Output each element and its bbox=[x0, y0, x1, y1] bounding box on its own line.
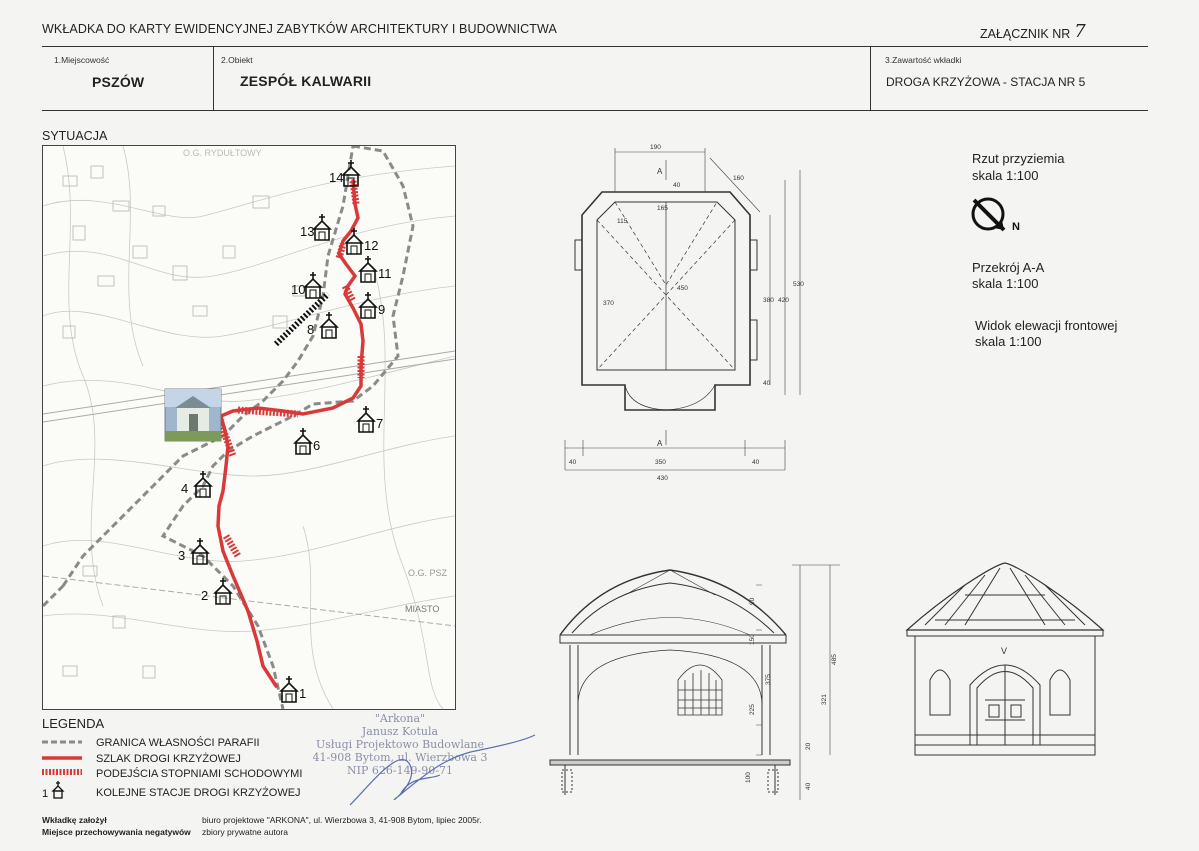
parish-boundary bbox=[43, 146, 413, 709]
stamp-line-4: 41-908 Bytom, ul. Wierzbowa 3 bbox=[312, 751, 488, 764]
station-icon bbox=[358, 406, 374, 432]
dim-375: 375 bbox=[765, 674, 772, 685]
field-divider-1 bbox=[213, 46, 214, 110]
floor-plan bbox=[545, 140, 815, 485]
station-door bbox=[365, 274, 371, 282]
map-roads bbox=[43, 351, 455, 626]
section-drawing bbox=[530, 555, 850, 805]
station-icon bbox=[360, 292, 376, 318]
legend-station-number: 1 bbox=[42, 788, 49, 800]
station-icon bbox=[314, 214, 330, 240]
legend-item-boundary: GRANICA WŁASNOŚCI PARAFII bbox=[96, 737, 260, 749]
station-number: 12 bbox=[364, 238, 379, 253]
station-marker-8 bbox=[307, 312, 337, 338]
stamp-line-5: NIP 626-149-90-71 bbox=[346, 764, 453, 777]
station-door bbox=[365, 310, 371, 318]
stamp-line-2: Janusz Kotula bbox=[361, 725, 439, 738]
situation-title: SYTUACJA bbox=[42, 129, 108, 143]
legend-title: LEGENDA bbox=[42, 716, 105, 731]
elevation-drawing bbox=[905, 560, 1105, 770]
dim-350: 350 bbox=[655, 459, 666, 466]
roman-numeral: V bbox=[1001, 646, 1008, 656]
made-by-value: biuro projektowe "ARKONA", ul. Wierzbowa 3, 41-908 Bytom, lipiec 2005r. bbox=[202, 815, 482, 825]
dim-160: 160 bbox=[733, 175, 744, 182]
station-door bbox=[300, 446, 306, 454]
station-number: 4 bbox=[181, 481, 189, 496]
legend-station-icon bbox=[53, 781, 63, 798]
dim-225: 225 bbox=[749, 704, 756, 715]
negatives-label: Miejsce przechowywania negatywów bbox=[42, 827, 191, 837]
station-marker-1 bbox=[281, 676, 306, 702]
station-number: 10 bbox=[291, 282, 306, 297]
dim-420: 420 bbox=[778, 297, 789, 304]
document-title: WKŁADKA DO KARTY EWIDENCYJNEJ ZABYTKÓW ARCHITEKTURY I BUDOWNICTWA bbox=[42, 22, 557, 36]
map-label-miasto: MIASTO bbox=[405, 604, 440, 614]
station-marker-2 bbox=[201, 578, 231, 604]
station-door bbox=[351, 246, 357, 254]
section-mark-bottom: A bbox=[657, 439, 663, 448]
dim-430: 430 bbox=[657, 475, 668, 482]
dim-190: 190 bbox=[650, 144, 661, 151]
black-stair bbox=[276, 294, 328, 344]
dim-530: 530 bbox=[793, 281, 804, 288]
dim-450: 450 bbox=[677, 285, 688, 292]
section-mark-top: A bbox=[657, 167, 663, 176]
situation-map bbox=[42, 145, 456, 710]
contents-label: 3.Zawartość wkładki bbox=[885, 55, 962, 65]
station-number: 2 bbox=[201, 588, 209, 603]
map-label-og: O.G. PSZ bbox=[408, 568, 448, 578]
field-divider-2 bbox=[870, 46, 871, 110]
dim-380: 380 bbox=[763, 297, 774, 304]
station-marker-11 bbox=[360, 256, 392, 282]
station-door bbox=[363, 424, 369, 432]
station-number: 1 bbox=[299, 686, 307, 701]
dim-100: 100 bbox=[745, 772, 752, 783]
header-rule-bottom bbox=[42, 110, 1148, 111]
station-door bbox=[200, 489, 206, 497]
station-marker-13 bbox=[300, 214, 330, 240]
legend-symbols bbox=[42, 733, 102, 803]
negatives-value: zbiory prywatne autora bbox=[202, 827, 288, 837]
dim-485: 485 bbox=[831, 654, 838, 665]
dim-40a: 40 bbox=[673, 182, 681, 189]
station-marker-9 bbox=[360, 292, 385, 318]
station-number: 11 bbox=[378, 266, 392, 281]
station-icon bbox=[360, 256, 376, 282]
dim-165: 165 bbox=[657, 205, 668, 212]
station-number: 14 bbox=[329, 170, 344, 185]
station-door bbox=[220, 596, 226, 604]
stamp-line-3: Usługi Projektowo Budowlane bbox=[316, 738, 484, 751]
station-door bbox=[319, 232, 325, 240]
dim-40: 40 bbox=[805, 782, 812, 790]
station-number: 3 bbox=[178, 548, 186, 563]
legend-item-stairs: PODEJŚCIA STOPNIAMI SCHODOWYMI bbox=[96, 768, 303, 780]
object-label: 2.Obiekt bbox=[221, 55, 253, 65]
plan-title: Rzut przyziemia bbox=[972, 151, 1065, 166]
station-marker-10 bbox=[291, 272, 321, 298]
dim-90: 90 bbox=[749, 597, 756, 605]
station-number: 6 bbox=[313, 438, 321, 453]
dim-150: 150 bbox=[749, 634, 756, 645]
contour-lines bbox=[43, 146, 455, 709]
station-number: 9 bbox=[378, 302, 386, 317]
station-door bbox=[326, 330, 332, 338]
dim-321: 321 bbox=[821, 694, 828, 705]
stamp-line-1: "Arkona" bbox=[374, 712, 426, 725]
station-number: 7 bbox=[376, 416, 384, 431]
dim-40-left: 40 bbox=[569, 459, 577, 466]
station-icon bbox=[215, 578, 231, 604]
locality-value: PSZÓW bbox=[92, 74, 145, 90]
dim-20: 20 bbox=[805, 742, 812, 750]
legend-item-route: SZLAK DROGI KRZYŻOWEJ bbox=[96, 753, 241, 765]
station-icon bbox=[281, 676, 297, 702]
dim-115: 115 bbox=[617, 218, 628, 225]
station-door bbox=[286, 694, 292, 702]
signature bbox=[340, 725, 540, 815]
chapel-photo bbox=[165, 389, 221, 441]
station-icon bbox=[305, 272, 321, 298]
attachment-label bbox=[980, 22, 1086, 43]
object-value: ZESPÓŁ KALWARII bbox=[240, 73, 372, 89]
station-marker-4 bbox=[181, 471, 211, 497]
north-label: N bbox=[1012, 221, 1020, 233]
dim-370: 370 bbox=[603, 300, 614, 307]
dim-40-height: 40 bbox=[763, 380, 771, 387]
plan-scale: skala 1:100 bbox=[972, 168, 1039, 183]
elevation-title: Widok elewacji frontowej bbox=[975, 318, 1118, 333]
station-marker-14 bbox=[329, 160, 359, 186]
dim-40-right: 40 bbox=[752, 459, 760, 466]
attachment-label-text: ZAŁĄCZNIK NR bbox=[980, 27, 1071, 41]
map-drawing bbox=[43, 146, 455, 709]
section-scale: skala 1:100 bbox=[972, 276, 1039, 291]
legend-item-stations: KOLEJNE STACJE DROGI KRZYŻOWEJ bbox=[96, 787, 301, 799]
section-title: Przekrój A-A bbox=[972, 260, 1045, 275]
locality-label: 1.Miejscowość bbox=[54, 55, 110, 65]
made-by-label: Wkładkę założył bbox=[42, 815, 107, 825]
station-icon bbox=[295, 428, 311, 454]
section-window bbox=[678, 665, 722, 715]
contents-value: DROGA KRZYŻOWA - STACJA NR 5 bbox=[886, 75, 1086, 89]
map-label-og-top: O.G. RYDUŁTOWY bbox=[183, 148, 262, 158]
station-door bbox=[310, 290, 316, 298]
attachment-number: 7 bbox=[1074, 21, 1086, 42]
station-marker-3 bbox=[178, 538, 208, 564]
station-number: 13 bbox=[300, 224, 315, 239]
elevation-scale: skala 1:100 bbox=[975, 334, 1042, 349]
station-marker-6 bbox=[295, 428, 320, 454]
station-icon bbox=[321, 312, 337, 338]
header-rule-top bbox=[42, 46, 1148, 47]
north-arrow-icon bbox=[966, 192, 1030, 242]
station-number: 8 bbox=[307, 322, 315, 337]
station-marker-7 bbox=[358, 406, 383, 432]
